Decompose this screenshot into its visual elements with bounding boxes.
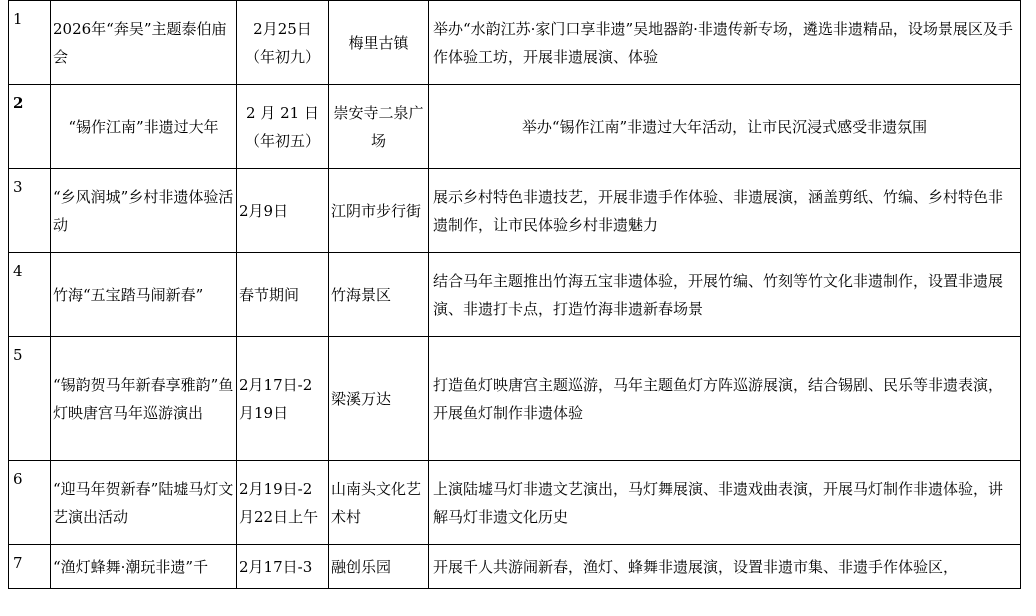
table-row — [9, 545, 1021, 589]
event-date: 2月25日（年初九） — [237, 1, 329, 85]
event-date: 2月19日-2月22日上午 — [237, 461, 329, 545]
event-place: 江阴市步行街 — [329, 169, 429, 253]
event-place: 竹海景区 — [329, 253, 429, 337]
row-number: 1 — [9, 1, 51, 85]
event-place: 崇安寺二泉广场 — [329, 85, 429, 169]
row-number: 6 — [9, 461, 51, 545]
event-place: 梁溪万达 — [329, 337, 429, 461]
event-name: 2026年“奔吴”主题泰伯庙会 — [51, 1, 237, 85]
table-row — [9, 1, 1021, 85]
event-description: 展示乡村特色非遗技艺，开展非遗手作体验、非遗展演，涵盖剪纸、竹编、乡村特色非遗制作，让市民体验乡村非遗魅力 — [429, 169, 1021, 253]
event-description: 举办“水韵江苏·家门口享非遗”吴地器韵·非遗传新专场，遴选非遗精品，设场景展区及手作体验工坊，开展非遗展演、体验 — [429, 1, 1021, 85]
row-number: 2 — [9, 85, 51, 169]
table-row — [9, 461, 1021, 545]
table-row — [9, 85, 1021, 169]
event-name: “迎马年贺新春”陆墟马灯文艺演出活动 — [51, 461, 237, 545]
event-name: “锡韵贺马年新春享雅韵”鱼灯映唐宫马年巡游演出 — [51, 337, 237, 461]
table-row — [9, 253, 1021, 337]
row-number: 3 — [9, 169, 51, 253]
event-date: 2 月 21 日（年初五） — [237, 85, 329, 169]
event-description: 结合马年主题推出竹海五宝非遗体验，开展竹编、竹刻等竹文化非遗制作，设置非遗展演、非遗打卡点，打造竹海非遗新春场景 — [429, 253, 1021, 337]
event-name: “锡作江南”非遗过大年 — [51, 85, 237, 169]
table-row — [9, 337, 1021, 461]
event-description: 开展千人共游闹新春，渔灯、蜂舞非遗展演，设置非遗市集、非遗手作体验区， — [429, 545, 1021, 589]
event-description: 上演陆墟马灯非遗文艺演出，马灯舞展演、非遗戏曲表演，开展马灯制作非遗体验，讲解马灯非遗文化历史 — [429, 461, 1021, 545]
event-name: 竹海“五宝踏马闹新春” — [51, 253, 237, 337]
row-number: 5 — [9, 337, 51, 461]
row-number: 4 — [9, 253, 51, 337]
event-name: “乡风润城”乡村非遗体验活动 — [51, 169, 237, 253]
event-description: 举办“锡作江南”非遗过大年活动，让市民沉浸式感受非遗氛围 — [429, 85, 1021, 169]
event-date: 2月17日-3 — [237, 545, 329, 589]
events-table — [8, 0, 1021, 589]
event-date: 2月17日-2月19日 — [237, 337, 329, 461]
event-place: 山南头文化艺术村 — [329, 461, 429, 545]
event-place: 梅里古镇 — [329, 1, 429, 85]
row-number: 7 — [9, 545, 51, 589]
event-date: 春节期间 — [237, 253, 329, 337]
event-place: 融创乐园 — [329, 545, 429, 589]
event-description: 打造鱼灯映唐宫主题巡游，马年主题鱼灯方阵巡游展演，结合锡剧、民乐等非遗表演，开展鱼灯制作非遗体验 — [429, 337, 1021, 461]
event-date: 2月9日 — [237, 169, 329, 253]
table-row — [9, 169, 1021, 253]
event-name: “渔灯蜂舞·潮玩非遗”千 — [51, 545, 237, 589]
